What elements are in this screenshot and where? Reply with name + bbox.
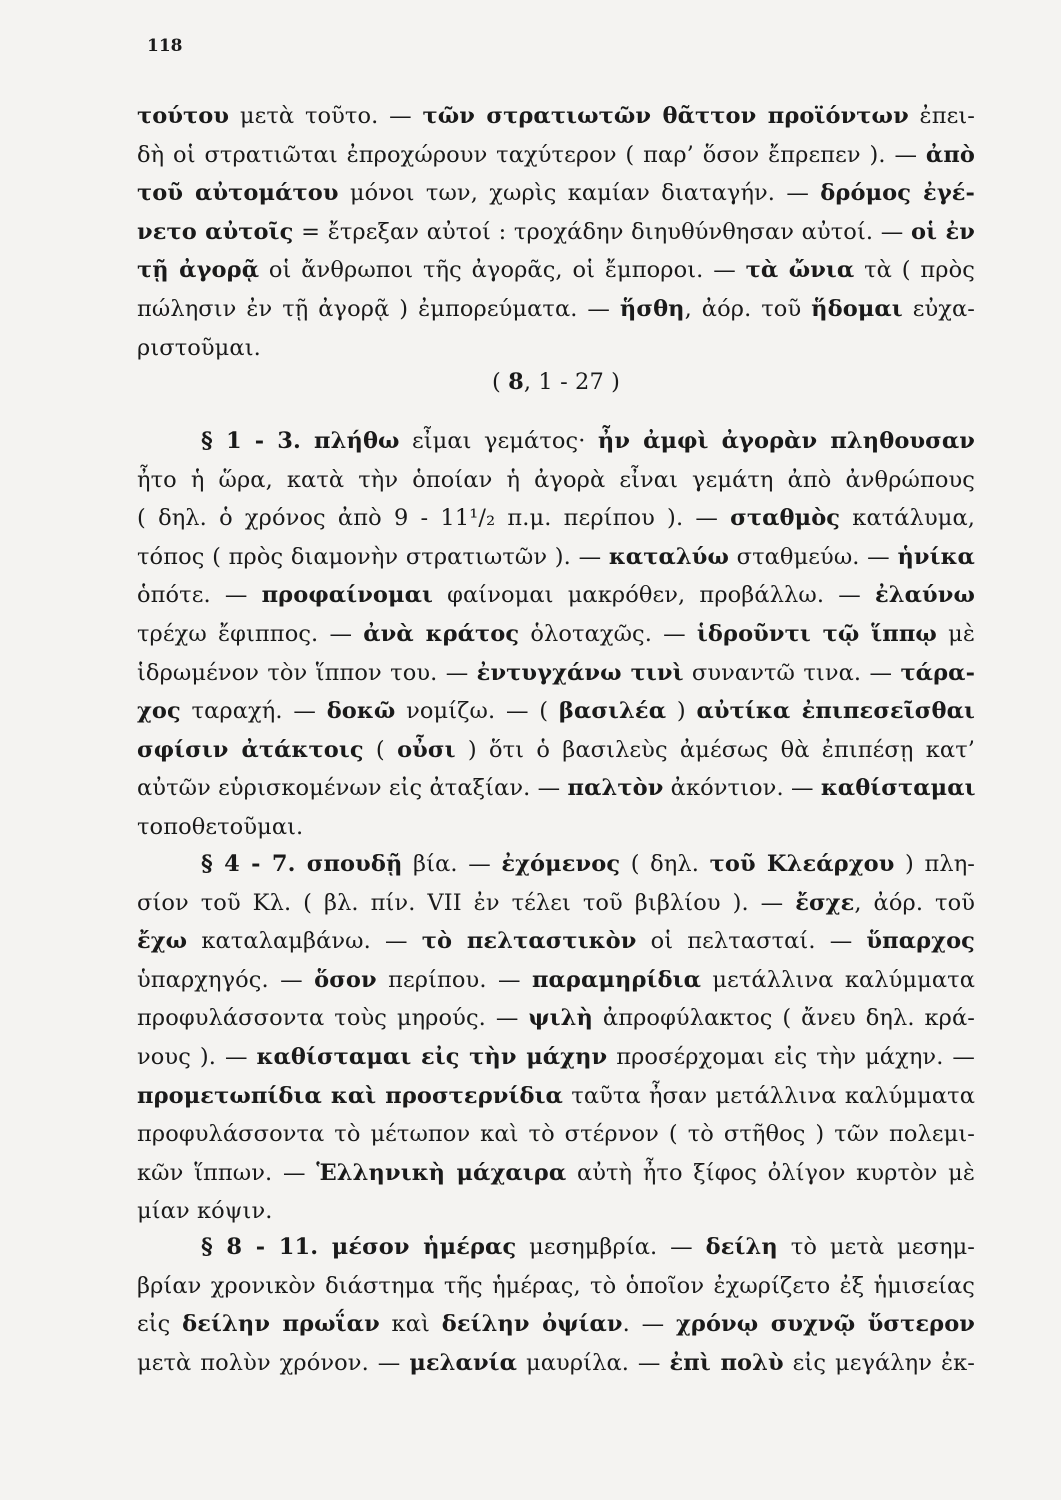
definition-text: ταῦτα ἦσαν μετάλλινα καλύμματα [562,1082,975,1109]
definition-text: δὴ οἱ στρατιῶται ἐπροχώρουν ταχύτερον ( παρ’ ὅσον ἔπρεπεν ). — [137,141,926,168]
definition-text: ἐπει- [908,103,975,129]
definition-text: , ἀόρ. τοῦ [684,295,812,322]
text-line [137,251,975,290]
text-line [137,422,975,461]
headword: ψιλὴ [528,1005,593,1032]
headword: ἔσχε [795,889,855,916]
headword: § 8 - 11. μέσον ἡμέρας [201,1234,517,1260]
headword: ὕπαρχος [866,928,975,955]
text-line [137,845,975,884]
definition-text: οἱ πελτασταί. — [636,928,867,955]
definition-text: ἀπροφύλακτος ( ἄνευ δηλ. κρά- [592,1005,975,1032]
definition-text: ριστοῦμαι. [137,334,261,361]
definition-text: μετὰ πολὺν χρόνον. — [137,1349,410,1376]
definition-text: μὲ [936,620,975,647]
text-line [137,576,975,615]
definition-text: προφυλάσσοντα τὸ μέτωπον καὶ τὸ στέρνον ( τὸ στῆθος ) τῶν πολεμι- [137,1121,975,1148]
definition-text: οἱ ἄνθρωποι τῆς ἀγορᾶς, οἱ ἔμποροι. — [259,257,746,284]
headword: § 4 - 7. σπουδῇ [201,851,403,877]
definition-text: μεσημβρία. — [516,1234,706,1260]
headword: δείλην πρωΐαν [182,1311,380,1338]
definition-text: νους ). — [137,1043,257,1070]
headword: ἐχόμενος [501,851,621,877]
definition-text: ( [492,369,509,395]
text-line [137,654,975,693]
headword: Ἑλληνικὴ μάχαιρα [316,1159,567,1186]
definition-text: ὁπότε. — [137,582,262,609]
headword: προμετωπίδια καὶ προστερνίδια [137,1082,563,1109]
headword: τοῦ αὐτομάτου [137,180,339,207]
headword: τοῦ Κλεάρχου [709,851,895,877]
definition-text: βρίαν χρονικὸν διάστημα τῆς ἡμέρας, τὸ ὁποῖον ἐχωρίζετο ἐξ ἡμισείας [137,1272,975,1299]
definition-text: ἀκόντιον. — [663,775,821,802]
definition-text: ταραχή. — [180,698,327,725]
definition-text: εἰς μεγάλην ἐκ- [783,1349,976,1376]
headword: καθίσταμαι εἰς τὴν μάχην [256,1043,608,1070]
definition-text: εἶμαι γεμάτος· [399,428,598,454]
headword: βασιλέα [558,698,667,725]
definition-text: προσέρχομαι εἰς τὴν μάχην. — [607,1043,976,1070]
headword: τάρα- [900,659,976,686]
page-number: 118 [147,36,183,56]
definition-text: προφυλάσσοντα τοὺς μηρούς. — [137,1005,529,1032]
text-line [137,97,975,136]
definition-text: ) [666,698,697,725]
paragraph-section-8-11 [137,1228,975,1382]
section-heading [137,363,975,402]
headword: ἐπὶ πολὺ [669,1349,784,1376]
headword: δρόμος ἐγέ- [820,180,975,207]
headword: 8 [508,369,524,395]
definition-text: καὶ [379,1311,442,1338]
text-line [137,1228,975,1267]
headword: οἱ ἐν [911,218,975,245]
definition-text: . — [622,1311,676,1338]
definition-text: ( δηλ. ὁ χρόνος ἀπὸ 9 - 11¹/₂ π.μ. περίπου ). — [137,505,731,532]
definition-text: κῶν ἵππων. — [137,1159,317,1186]
definition-text: νομίζω. — ( [395,698,559,725]
definition-text: αὐτῶν εὑρισκομένων εἰς ἀταξίαν. — [137,775,568,802]
headword: αὐτίκα ἐπιπεσεῖσθαι [696,698,975,725]
definition-text: αὐτὴ ἦτο ξίφος ὀλίγον κυρτὸν μὲ [566,1159,976,1186]
paragraph-section-4-7 [137,845,975,1231]
definition-text: = ἔτρεξαν αὐτοί : τροχάδην διηυθύνθησαν αὐτοί. — [293,218,912,245]
headword: τὸ πελταστικὸν [421,928,637,955]
headword: ἐντυγχάνω τινὶ [476,659,684,686]
definition-text: σταθμεύω. — [728,543,898,570]
definition-text: εὐχα- [902,295,975,322]
headword: ὅσον [314,966,377,993]
text-line [137,136,975,175]
text-line [137,290,975,329]
definition-text: ( [363,736,398,763]
definition-text: μόνοι των, χωρὶς καμίαν διαταγήν. — [338,180,821,207]
definition-text: ( δηλ. [620,851,710,877]
text-line [137,499,975,538]
definition-text: τὸ μετὰ μεσημ- [777,1234,975,1260]
definition-text: κατάλυμα, [840,505,975,532]
definition-text: μίαν κόψιν. [137,1198,273,1225]
headword: § 1 - 3. πλήθω [201,428,400,454]
definition-text: πώλησιν ἐν τῇ ἀγορᾷ ) ἐμπορεύματα. — [137,295,620,322]
text-line [137,961,975,1000]
text-line [137,769,975,808]
definition-text: τοποθετοῦμαι. [137,813,304,840]
definition-text: ὑπαρχηγός. — [137,966,315,993]
definition-text: ἦτο ἡ ὥρα, κατὰ τὴν ὁποίαν ἡ ἀγορὰ εἶναι γεμάτη ἀπὸ ἀνθρώπους [137,466,975,493]
headword: ἡνίκα [897,543,975,570]
headword: ἱδροῦντι τῷ ἵππῳ [696,620,937,647]
definition-text: , ἀόρ. τοῦ [854,889,975,916]
text-line [137,461,975,500]
text-line [137,1267,975,1306]
definition-text: σίον τοῦ Κλ. ( βλ. πίν. VII ἐν τέλει τοῦ βιβλίου ). — [137,889,796,916]
definition-text: βία. — [402,851,502,877]
text-line [137,1305,975,1344]
definition-text: ) ὅτι ὁ βασιλεὺς ἀμέσως θὰ ἐπιπέσῃ κατ’ [455,736,975,763]
text-line [137,1154,975,1193]
headword: ἀπὸ [925,141,975,168]
headword: χος [137,698,181,725]
text-line [137,615,975,654]
text-line [137,329,975,368]
text-line [137,213,975,252]
text-line [137,808,975,847]
definition-text: συναντῶ τινα. — [683,659,901,686]
definition-text: , 1 - 27 ) [523,369,620,395]
headword: σφίσιν ἀτάκτοις [137,736,364,763]
definition-text: τρέχω ἔφιππος. — [137,620,364,647]
headword: παραμηρίδια [531,966,702,993]
headword: ἔχω [137,928,188,955]
headword: ἐλαύνω [874,582,975,609]
headword: σταθμὸς [730,505,841,532]
text-line [137,174,975,213]
headword: προφαίνομαι [261,582,433,609]
headword: τῶν στρατιωτῶν θᾶττον προϊόντων [422,103,909,129]
headword: παλτὸν [567,775,664,802]
section-heading-text [137,363,975,402]
headword: ἥδομαι [811,295,903,322]
definition-text: ἱδρωμένον τὸν ἵππον του. — [137,659,477,686]
headword: δοκῶ [326,698,396,725]
headword: νετο αὐτοῖς [137,218,294,245]
text-line [137,999,975,1038]
text-line [137,692,975,731]
definition-text: περίπου. — [376,966,532,993]
headword: δείλην ὀψίαν [441,1311,623,1338]
definition-text: μετάλλινα καλύμματα [701,966,975,993]
headword: δείλη [705,1234,778,1260]
headword: ἀνὰ κράτος [363,620,520,647]
text-line [137,1115,975,1154]
headword: καταλύω [608,543,729,570]
text-line [137,884,975,923]
headword: τῇ ἀγορᾷ [137,257,260,284]
definition-text: καταλαμβάνω. — [187,928,422,955]
definition-text: τὰ ( πρὸς [854,257,975,284]
paragraph-continuation [137,97,975,367]
definition-text: φαίνομαι μακρόθεν, προβάλλω. — [433,582,875,609]
text-line [137,1077,975,1116]
text-line [137,922,975,961]
definition-text: εἰς [137,1311,183,1338]
headword: τὰ ὤνια [745,257,855,284]
definition-text: ὁλοταχῶς. — [519,620,697,647]
headword: ἦν ἀμφὶ ἀγορὰν πληθουσαν [597,428,975,454]
definition-text: μετὰ τοῦτο. — [229,103,423,129]
text-line [137,1038,975,1077]
text-line [137,731,975,770]
definition-text: μαυρίλα. — [517,1349,670,1376]
definition-text: ) πλη- [894,851,975,877]
headword: τούτου [137,103,230,129]
text-line [137,1344,975,1383]
headword: οὖσι [397,736,456,763]
text-line [137,538,975,577]
text-line [137,1192,975,1231]
headword: καθίσταμαι [820,775,976,802]
headword: χρόνῳ συχνῷ ὕστερον [675,1311,976,1338]
definition-text: τόπος ( πρὸς διαμονὴν στρατιωτῶν ). — [137,543,609,570]
headword: μελανία [409,1349,518,1376]
headword: ἥσθη [619,295,685,322]
paragraph-section-1-3 [137,422,975,847]
